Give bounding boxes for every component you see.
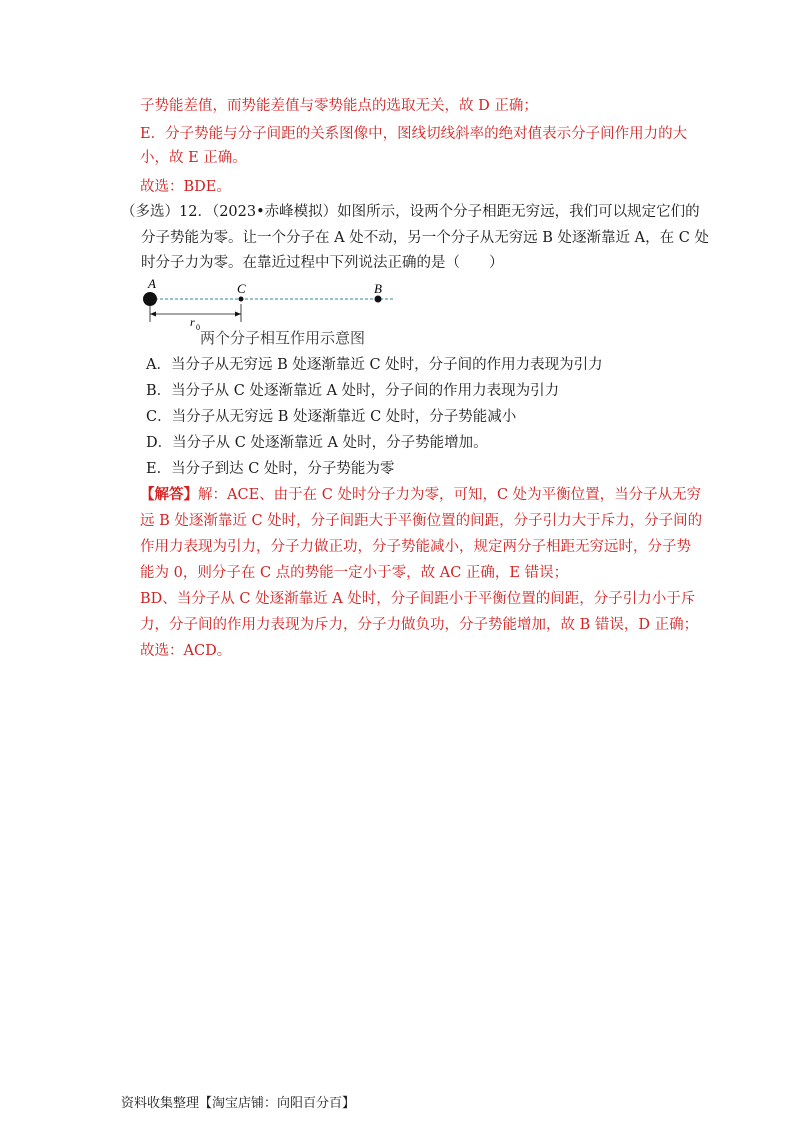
solution-line-5: BD、当分子从 C 处逐渐靠近 A 处时，分子间距小于平衡位置的间距，分子引力小于斥: [140, 591, 696, 607]
solution-line-3: 作用力表现为引力，分子力做正功，分子势能减小，规定两分子相距无穷远时，分子势: [140, 539, 691, 555]
solution-tag: 【解答】: [140, 486, 198, 503]
page-footer: 资料收集整理【淘宝店铺：向阳百分百】: [121, 1096, 356, 1111]
label-a: A: [148, 278, 156, 291]
solution-line-2: 远 B 处逐渐靠近 C 处时，分子间距大于平衡位置的间距，分子引力大于斥力，分子间的: [140, 513, 703, 529]
label-r0: r: [190, 315, 195, 329]
molecule-b-dot: [375, 296, 382, 303]
label-b: B: [374, 281, 382, 296]
solution-conclusion: 故选：ACD。: [140, 643, 232, 659]
label-c: C: [237, 281, 246, 296]
r0-arrow-right: [235, 312, 241, 317]
point-c-dot: [239, 297, 244, 302]
question-line-2: 分子势能为零。让一个分子在 A 处不动，另一个分子从无穷远 B 处逐渐靠近 A，在 C 处: [141, 230, 709, 246]
label-r0-subscript: 0: [196, 323, 200, 332]
question-line-3: 时分子力为零。在靠近过程中下列说法正确的是（ ）: [141, 255, 504, 271]
r0-arrow-left: [150, 312, 156, 317]
prev-answer-conclusion: 故选：BDE。: [140, 179, 231, 195]
prev-answer-line-3: 小，故 E 正确。: [140, 150, 247, 166]
question-line-1: （多选）12．（2023•赤峰模拟）如图所示，设两个分子相距无穷远，我们可以规定它们的: [121, 204, 700, 220]
prev-answer-line-2: E．分子势能与分子间距的关系图像中，图线切线斜率的绝对值表示分子间作用力的大: [140, 126, 688, 142]
option-d: D．当分子从 C 处逐渐靠近 A 处时，分子势能增加。: [146, 435, 488, 451]
prev-answer-line-1: 子势能差值，而势能差值与零势能点的选取无关，故 D 正确；: [140, 98, 538, 114]
option-e: E．当分子到达 C 处时，分子势能为零: [146, 461, 395, 477]
solution-line-1: [140, 485, 701, 505]
option-a: A．当分子从无穷远 B 处逐渐靠近 C 处时，分子间的作用力表现为引力: [146, 357, 603, 373]
option-c: C．当分子从无穷远 B 处逐渐靠近 C 处时，分子势能减小: [146, 409, 517, 425]
solution-line-6: 力，分子间的作用力表现为斥力，分子力做负功，分子势能增加，故 B 错误，D 正确；: [140, 617, 699, 633]
option-b: B．当分子从 C 处逐渐靠近 A 处时，分子间的作用力表现为引力: [146, 383, 560, 399]
figure-caption: 两个分子相互作用示意图: [200, 329, 366, 347]
solution-text-1: 解：ACE、由于在 C 处时分子力为零，可知，C 处为平衡位置，当分子从无穷: [198, 487, 702, 503]
solution-line-4: 能为 0，则分子在 C 点的势能一定小于零，故 AC 正确，E 错误；: [140, 565, 569, 581]
